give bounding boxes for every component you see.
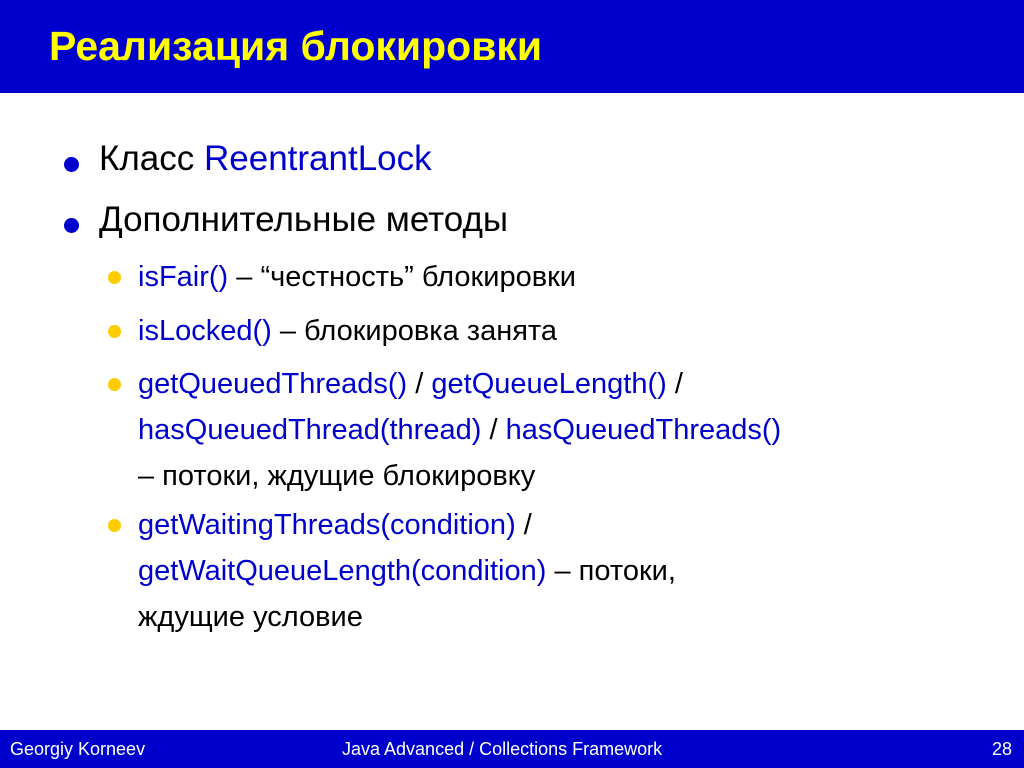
code-identifier: isFair() xyxy=(138,261,229,293)
bullet-dot-icon xyxy=(108,271,121,284)
code-identifier: getWaitQueueLength(condition) xyxy=(138,555,547,587)
bullet-text-line xyxy=(138,502,532,548)
bullet-text-line xyxy=(138,308,557,354)
footer-course-title: Java Advanced / Collections Framework xyxy=(342,739,663,759)
bullet-text-line xyxy=(138,407,781,453)
footer-bar xyxy=(0,730,1024,768)
code-identifier: getQueueLength() xyxy=(431,368,667,400)
bullet-dot-icon xyxy=(64,157,79,172)
bullet-text-line xyxy=(138,453,535,499)
slide-title: Реализация блокировки xyxy=(49,23,543,69)
plain-text: – потоки, ждущие блокировку xyxy=(138,460,536,492)
footer-page-number: 28 xyxy=(991,739,1012,759)
plain-text: ждущие условие xyxy=(138,601,363,633)
plain-text: / xyxy=(407,368,432,400)
plain-text: / xyxy=(515,509,532,541)
plain-text: Класс xyxy=(99,139,204,178)
footer-author: Georgiy Korneev xyxy=(10,739,146,759)
code-identifier: hasQueuedThread(thread) xyxy=(138,414,482,446)
bullet-text-line xyxy=(138,254,576,300)
bullet-text-line xyxy=(99,137,432,181)
bullet-text-line xyxy=(138,548,676,594)
bullet-text-line xyxy=(99,198,508,242)
bullet-text-line xyxy=(138,361,683,407)
plain-text: / xyxy=(666,368,683,400)
code-identifier: getQueuedThreads() xyxy=(138,368,408,400)
code-identifier: ReentrantLock xyxy=(204,139,432,178)
code-identifier: getWaitingThreads(condition) xyxy=(138,509,516,541)
code-identifier: isLocked() xyxy=(138,315,272,347)
bullet-dot-icon xyxy=(64,218,79,233)
bullet-text-line xyxy=(138,594,363,640)
plain-text: / xyxy=(481,414,506,446)
bullet-dot-icon xyxy=(108,378,121,391)
bullet-dot-icon xyxy=(108,519,121,532)
plain-text: – потоки, xyxy=(546,555,676,587)
plain-text: – блокировка занята xyxy=(271,315,557,347)
plain-text: Дополнительные методы xyxy=(99,200,509,239)
plain-text: – “честность” блокировки xyxy=(228,261,576,293)
bullet-dot-icon xyxy=(108,325,121,338)
code-identifier: hasQueuedThreads() xyxy=(505,414,782,446)
